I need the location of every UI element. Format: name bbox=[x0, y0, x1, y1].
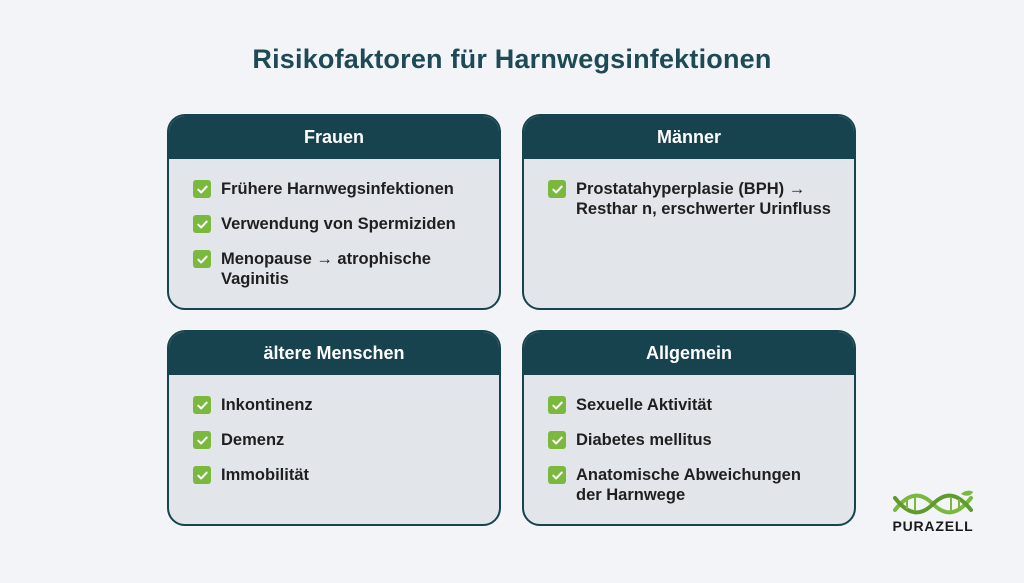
checkmark-icon bbox=[193, 215, 211, 233]
card-allgemein bbox=[522, 330, 856, 526]
page-title: Risikofaktoren für Harnwegsinfektionen bbox=[252, 44, 772, 74]
item-text: Immobilität bbox=[221, 466, 310, 484]
checkmark-icon bbox=[193, 180, 211, 198]
item-text: Prostatahyperplasie (BPH) → Resthar n, erschwerter Urinfluss bbox=[576, 180, 831, 218]
logo-text: PURAZELL bbox=[892, 518, 974, 534]
item-text: Frühere Harnwegsinfektionen bbox=[221, 180, 454, 198]
list-item bbox=[193, 395, 479, 415]
checkmark-icon bbox=[193, 250, 211, 268]
checkmark-icon bbox=[548, 396, 566, 414]
checkmark-icon bbox=[193, 396, 211, 414]
list-item bbox=[193, 430, 479, 450]
list-item bbox=[193, 465, 479, 485]
item-text: Demenz bbox=[221, 431, 285, 449]
card-header: Frauen bbox=[169, 116, 499, 159]
checkmark-icon bbox=[548, 466, 566, 484]
logo bbox=[887, 490, 979, 536]
checkmark-icon bbox=[548, 431, 566, 449]
item-text: Verwendung von Spermiziden bbox=[221, 215, 456, 233]
list-item bbox=[193, 249, 479, 289]
list-item bbox=[193, 214, 479, 234]
card-header: Männer bbox=[524, 116, 854, 159]
item-text: Diabetes mellitus bbox=[576, 431, 712, 449]
list-item bbox=[548, 395, 834, 415]
checkmark-icon bbox=[193, 431, 211, 449]
dna-helix-icon bbox=[891, 490, 975, 518]
card-frauen bbox=[167, 114, 501, 310]
card-aeltere-menschen bbox=[167, 330, 501, 526]
item-text: Sexuelle Aktivität bbox=[576, 396, 713, 414]
card-header: Allgemein bbox=[524, 332, 854, 375]
list-item bbox=[548, 465, 834, 505]
card-maenner bbox=[522, 114, 856, 310]
item-text: Anatomische Abweichungen der Harnwege bbox=[576, 466, 801, 504]
list-item bbox=[193, 179, 479, 199]
list-item bbox=[548, 179, 834, 219]
item-text: Menopause → atrophische Vaginitis bbox=[221, 250, 431, 288]
checkmark-icon bbox=[193, 466, 211, 484]
list-item bbox=[548, 430, 834, 450]
item-text: Inkontinenz bbox=[221, 396, 313, 414]
checkmark-icon bbox=[548, 180, 566, 198]
card-header: ältere Menschen bbox=[169, 332, 499, 375]
